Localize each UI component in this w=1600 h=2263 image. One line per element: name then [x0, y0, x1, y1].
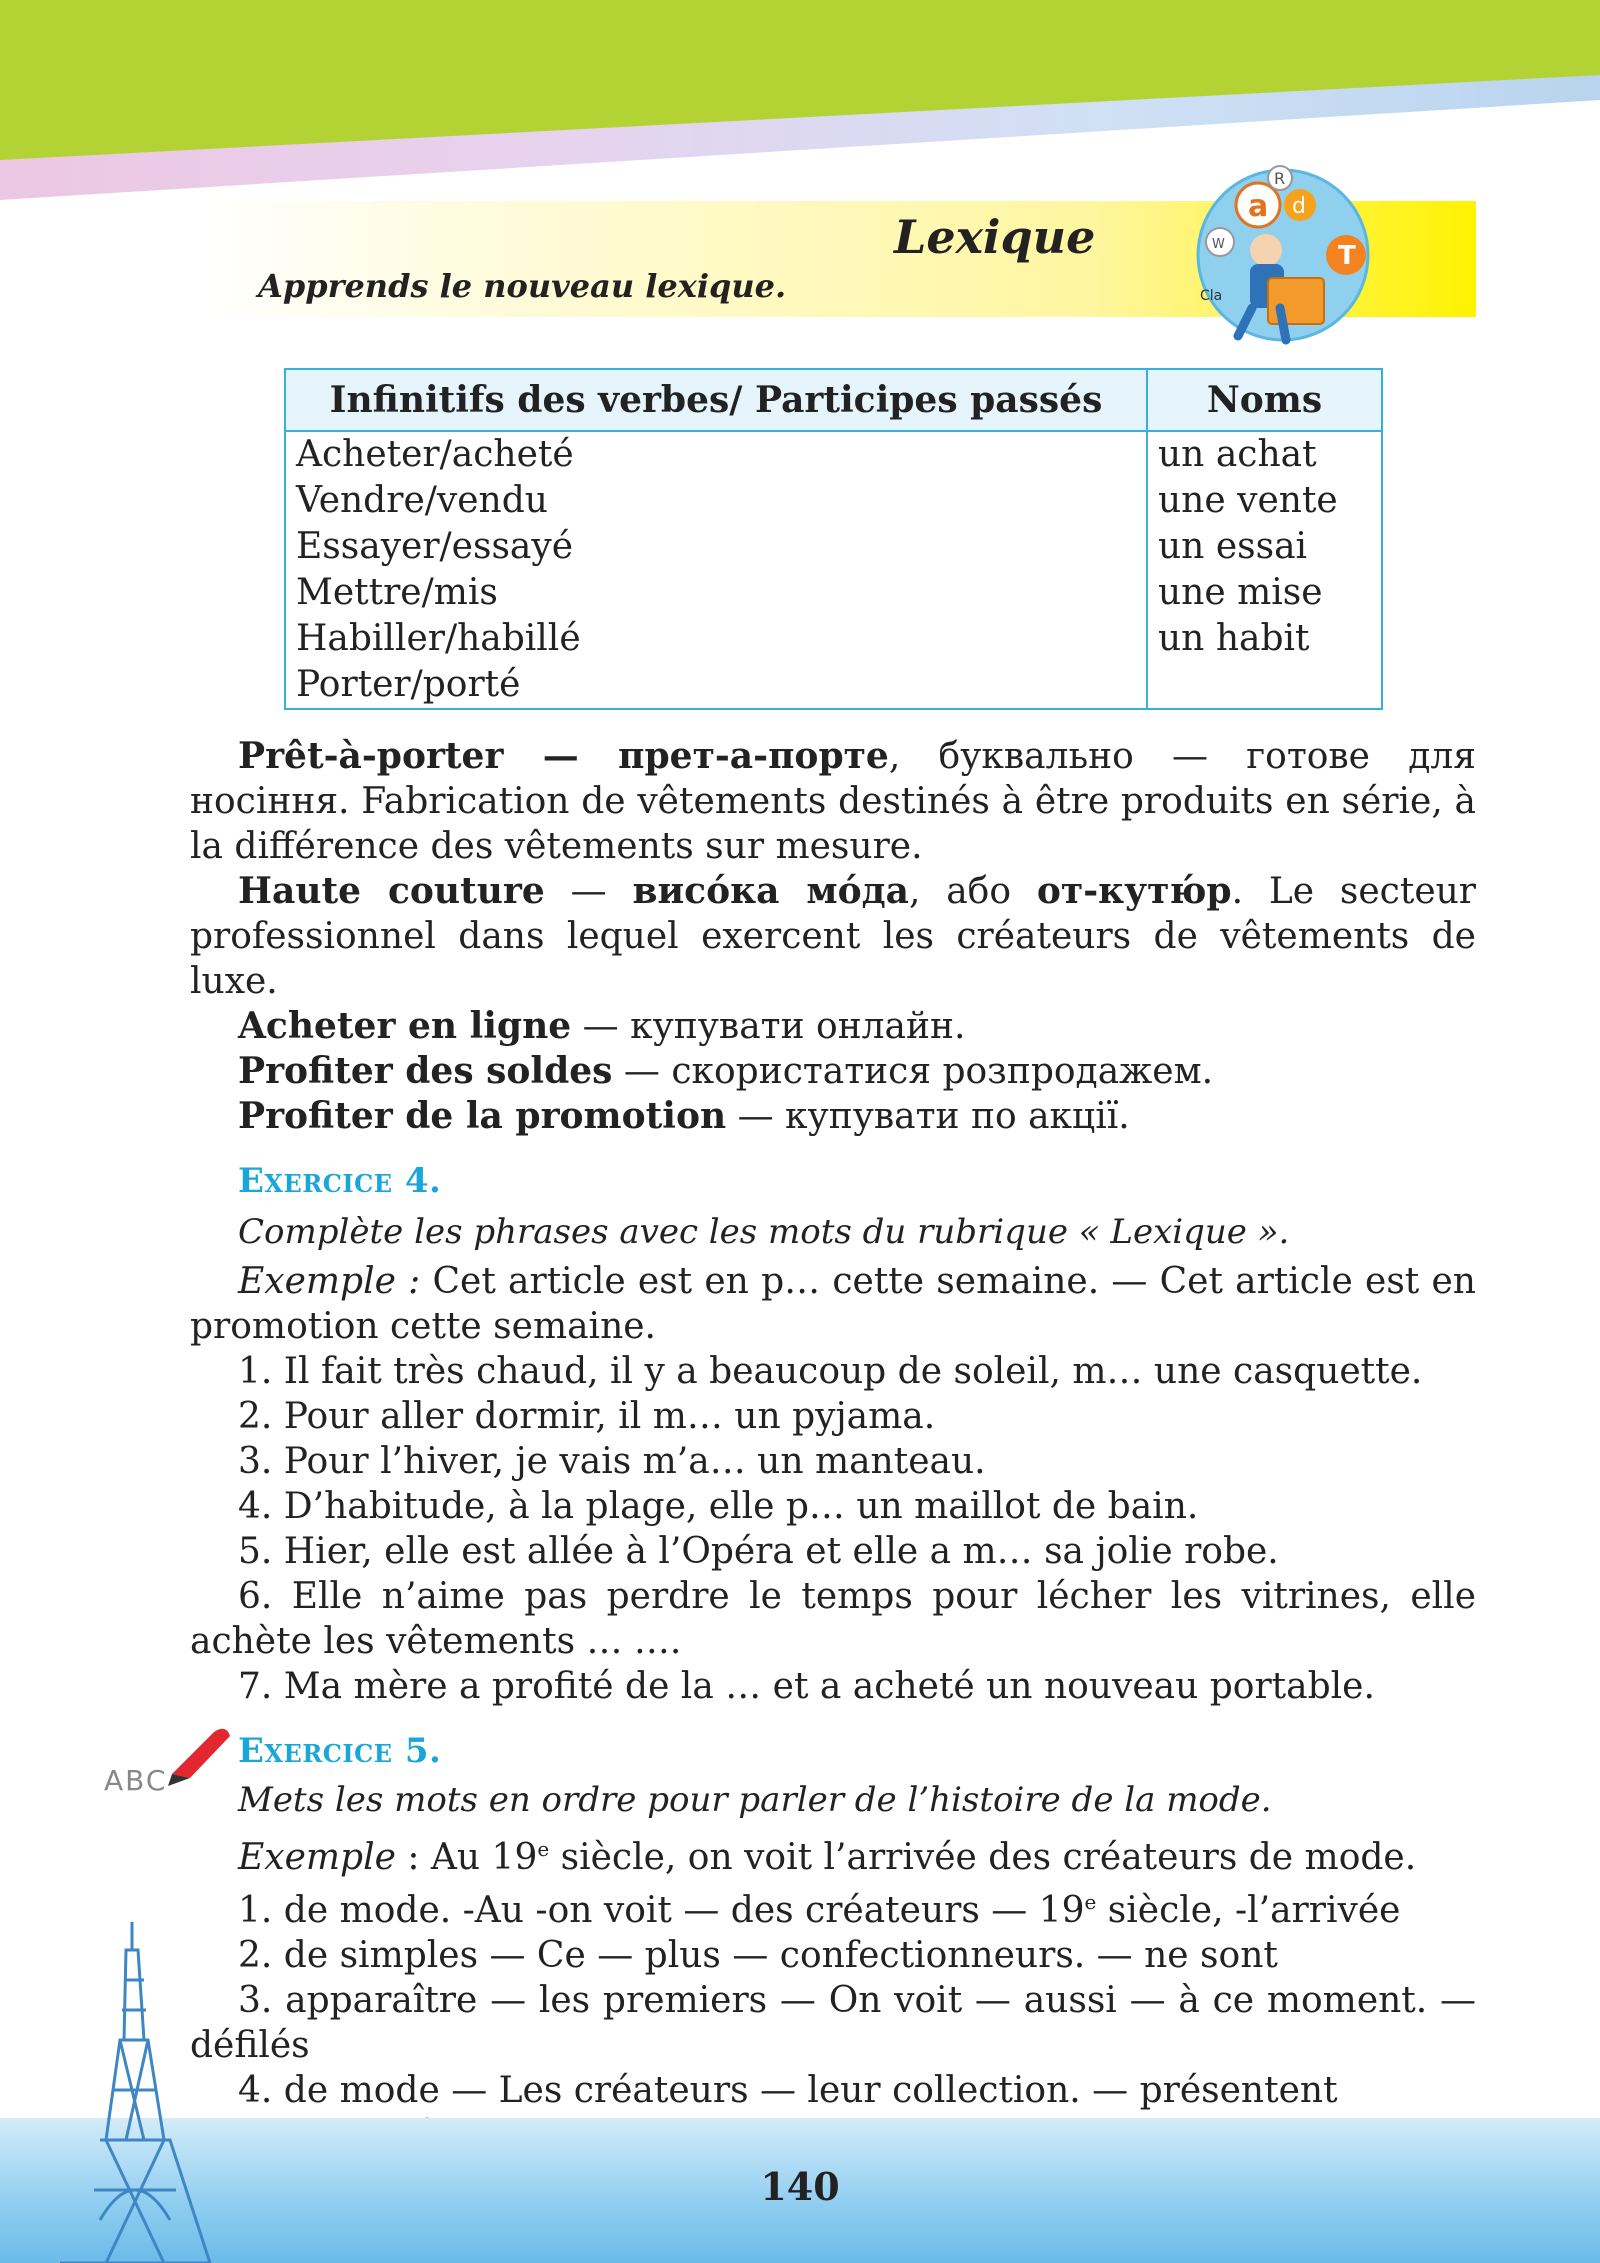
example-text: siècle, on voit l’arrivée des créateurs de mode. [549, 1837, 1417, 1878]
eiffel-tower-icon [40, 1920, 230, 2263]
definition-item [190, 1049, 1476, 1094]
table-cell-noun [1147, 662, 1382, 709]
term: Haute couture [238, 870, 545, 912]
exercise-5-item: 2. de simples — Ce — plus — confectionneurs. — ne sont [238, 1935, 1278, 1976]
term-ua: висóка мóда [632, 870, 909, 912]
definition-item [190, 1094, 1476, 1139]
svg-text:Cla: Cla [1200, 288, 1223, 304]
exercise-4-instruction: Complète les phrases avec les mots du rubrique « Lexique ». [238, 1212, 1290, 1252]
meaning: — купувати по акції. [726, 1096, 1130, 1137]
exercise-5-item: 4. de mode — Les créateurs — leur collection. — présentent [238, 2070, 1338, 2111]
exercise-4-item: 6. Elle n’aime pas perdre le temps pour lécher les vitrines, elle achète les vêtements … …. [190, 1576, 1476, 1662]
exercise-4-item: 1. Il fait très chaud, il y a beaucoup de soleil, m… une casquette. [238, 1351, 1423, 1392]
exercise-5-item [190, 1880, 1476, 1933]
table-row [285, 662, 1382, 709]
exercise-5-item: 3. apparaître — les premiers — On voit — aussi — à ce moment. — défilés [190, 1980, 1476, 2066]
table-cell-noun: une mise [1147, 570, 1382, 616]
definition-item [190, 1004, 1476, 1049]
connector: , або [908, 871, 1037, 912]
meaning: — купувати онлайн. [571, 1006, 966, 1047]
section-title: Lexique [894, 210, 1096, 264]
definitions-block [190, 734, 1476, 2158]
page-number: 140 [760, 2164, 840, 2209]
table-row [285, 570, 1382, 616]
svg-text:W: W [1212, 237, 1225, 252]
exercise-4-item: 4. D’habitude, à la plage, elle p… un maillot de bain. [238, 1486, 1199, 1527]
example-text: : Au 19 [395, 1837, 538, 1878]
exercise-5-example [190, 1827, 1476, 1880]
svg-text:R: R [1274, 169, 1286, 188]
table-cell-verb: Porter/porté [285, 662, 1147, 709]
term: Acheter en ligne [238, 1005, 572, 1047]
term: Profiter de la promotion [238, 1095, 727, 1137]
term-ua-2: от-кутю́р [1036, 870, 1232, 912]
superscript: e [537, 1837, 550, 1861]
table-row [285, 524, 1382, 570]
exercise-5-instruction: Mets les mots en ordre pour parler de l’histoire de la mode. [238, 1780, 1272, 1820]
table-cell-verb: Vendre/vendu [285, 478, 1147, 524]
definition-pret-a-porter [190, 734, 1476, 869]
definition-text: , буквально — готове для носіння. Fabrication de vêtements destinés à être produits en série, à la différence des vêtements sur mesure. [190, 736, 1476, 867]
table-row [285, 478, 1382, 524]
item-text: 1. de mode. -Au -on voit — des créateurs — 19 [238, 1890, 1085, 1931]
table-cell-verb: Acheter/acheté [285, 431, 1147, 478]
table-row [285, 616, 1382, 662]
table-cell-verb: Habiller/habillé [285, 616, 1147, 662]
example-label: Exemple : [238, 1261, 421, 1302]
section-subtitle: Apprends le nouveau lexique. [258, 267, 787, 305]
exercise-5-heading: Exercice 5. [238, 1731, 442, 1771]
exercise-4-item: 5. Hier, elle est allée à l’Opéra et elle a m… sa jolie robe. [238, 1531, 1279, 1572]
table-cell-verb: Mettre/mis [285, 570, 1147, 616]
vocabulary-table [284, 368, 1383, 710]
item-text: siècle, -l’arrivée [1096, 1890, 1401, 1931]
exercise-4-heading: Exercice 4. [238, 1161, 442, 1201]
alphabet-boy-illustration-icon [1188, 160, 1378, 360]
example-text: Cet article est en p… cette semaine. — Cet article est en promotion cette semaine. [190, 1261, 1476, 1347]
abc-pencil-icon [102, 1718, 242, 1798]
table-header-verbs: Infinitifs des verbes/ Participes passés [285, 369, 1147, 431]
table-header-nouns: Noms [1147, 369, 1382, 431]
svg-text:d: d [1292, 194, 1306, 219]
dash: — [544, 871, 633, 912]
exercise-4-item: 7. Ma mère a profité de la … et a acheté un nouveau portable. [238, 1666, 1375, 1707]
definition-haute-couture [190, 869, 1476, 1004]
term: Profiter des soldes [238, 1050, 613, 1092]
table-cell-verb: Essayer/essayé [285, 524, 1147, 570]
superscript: e [1084, 1890, 1097, 1914]
table-header-row [285, 369, 1382, 431]
table-cell-noun: un habit [1147, 616, 1382, 662]
svg-text:T: T [1338, 241, 1356, 271]
abc-label: ABC [104, 1764, 168, 1797]
table-cell-noun: une vente [1147, 478, 1382, 524]
exercise-4-item: 2. Pour aller dormir, il m… un pyjama. [238, 1396, 936, 1437]
table-row [285, 431, 1382, 478]
meaning: — скористатися розпродажем. [612, 1051, 1214, 1092]
definition-text: . Le secteur professionnel dans lequel exercent les créateurs de vêtements de luxe. [190, 871, 1477, 1002]
term: Prêt-à-porter — прет-а-порте [238, 735, 889, 777]
table-cell-noun: un essai [1147, 524, 1382, 570]
exercise-4-example [190, 1259, 1476, 1349]
example-label: Exemple [238, 1837, 396, 1878]
svg-text:a: a [1248, 189, 1269, 224]
exercise-4-item: 3. Pour l’hiver, je vais m’a… un manteau. [238, 1441, 986, 1482]
table-cell-noun: un achat [1147, 431, 1382, 478]
